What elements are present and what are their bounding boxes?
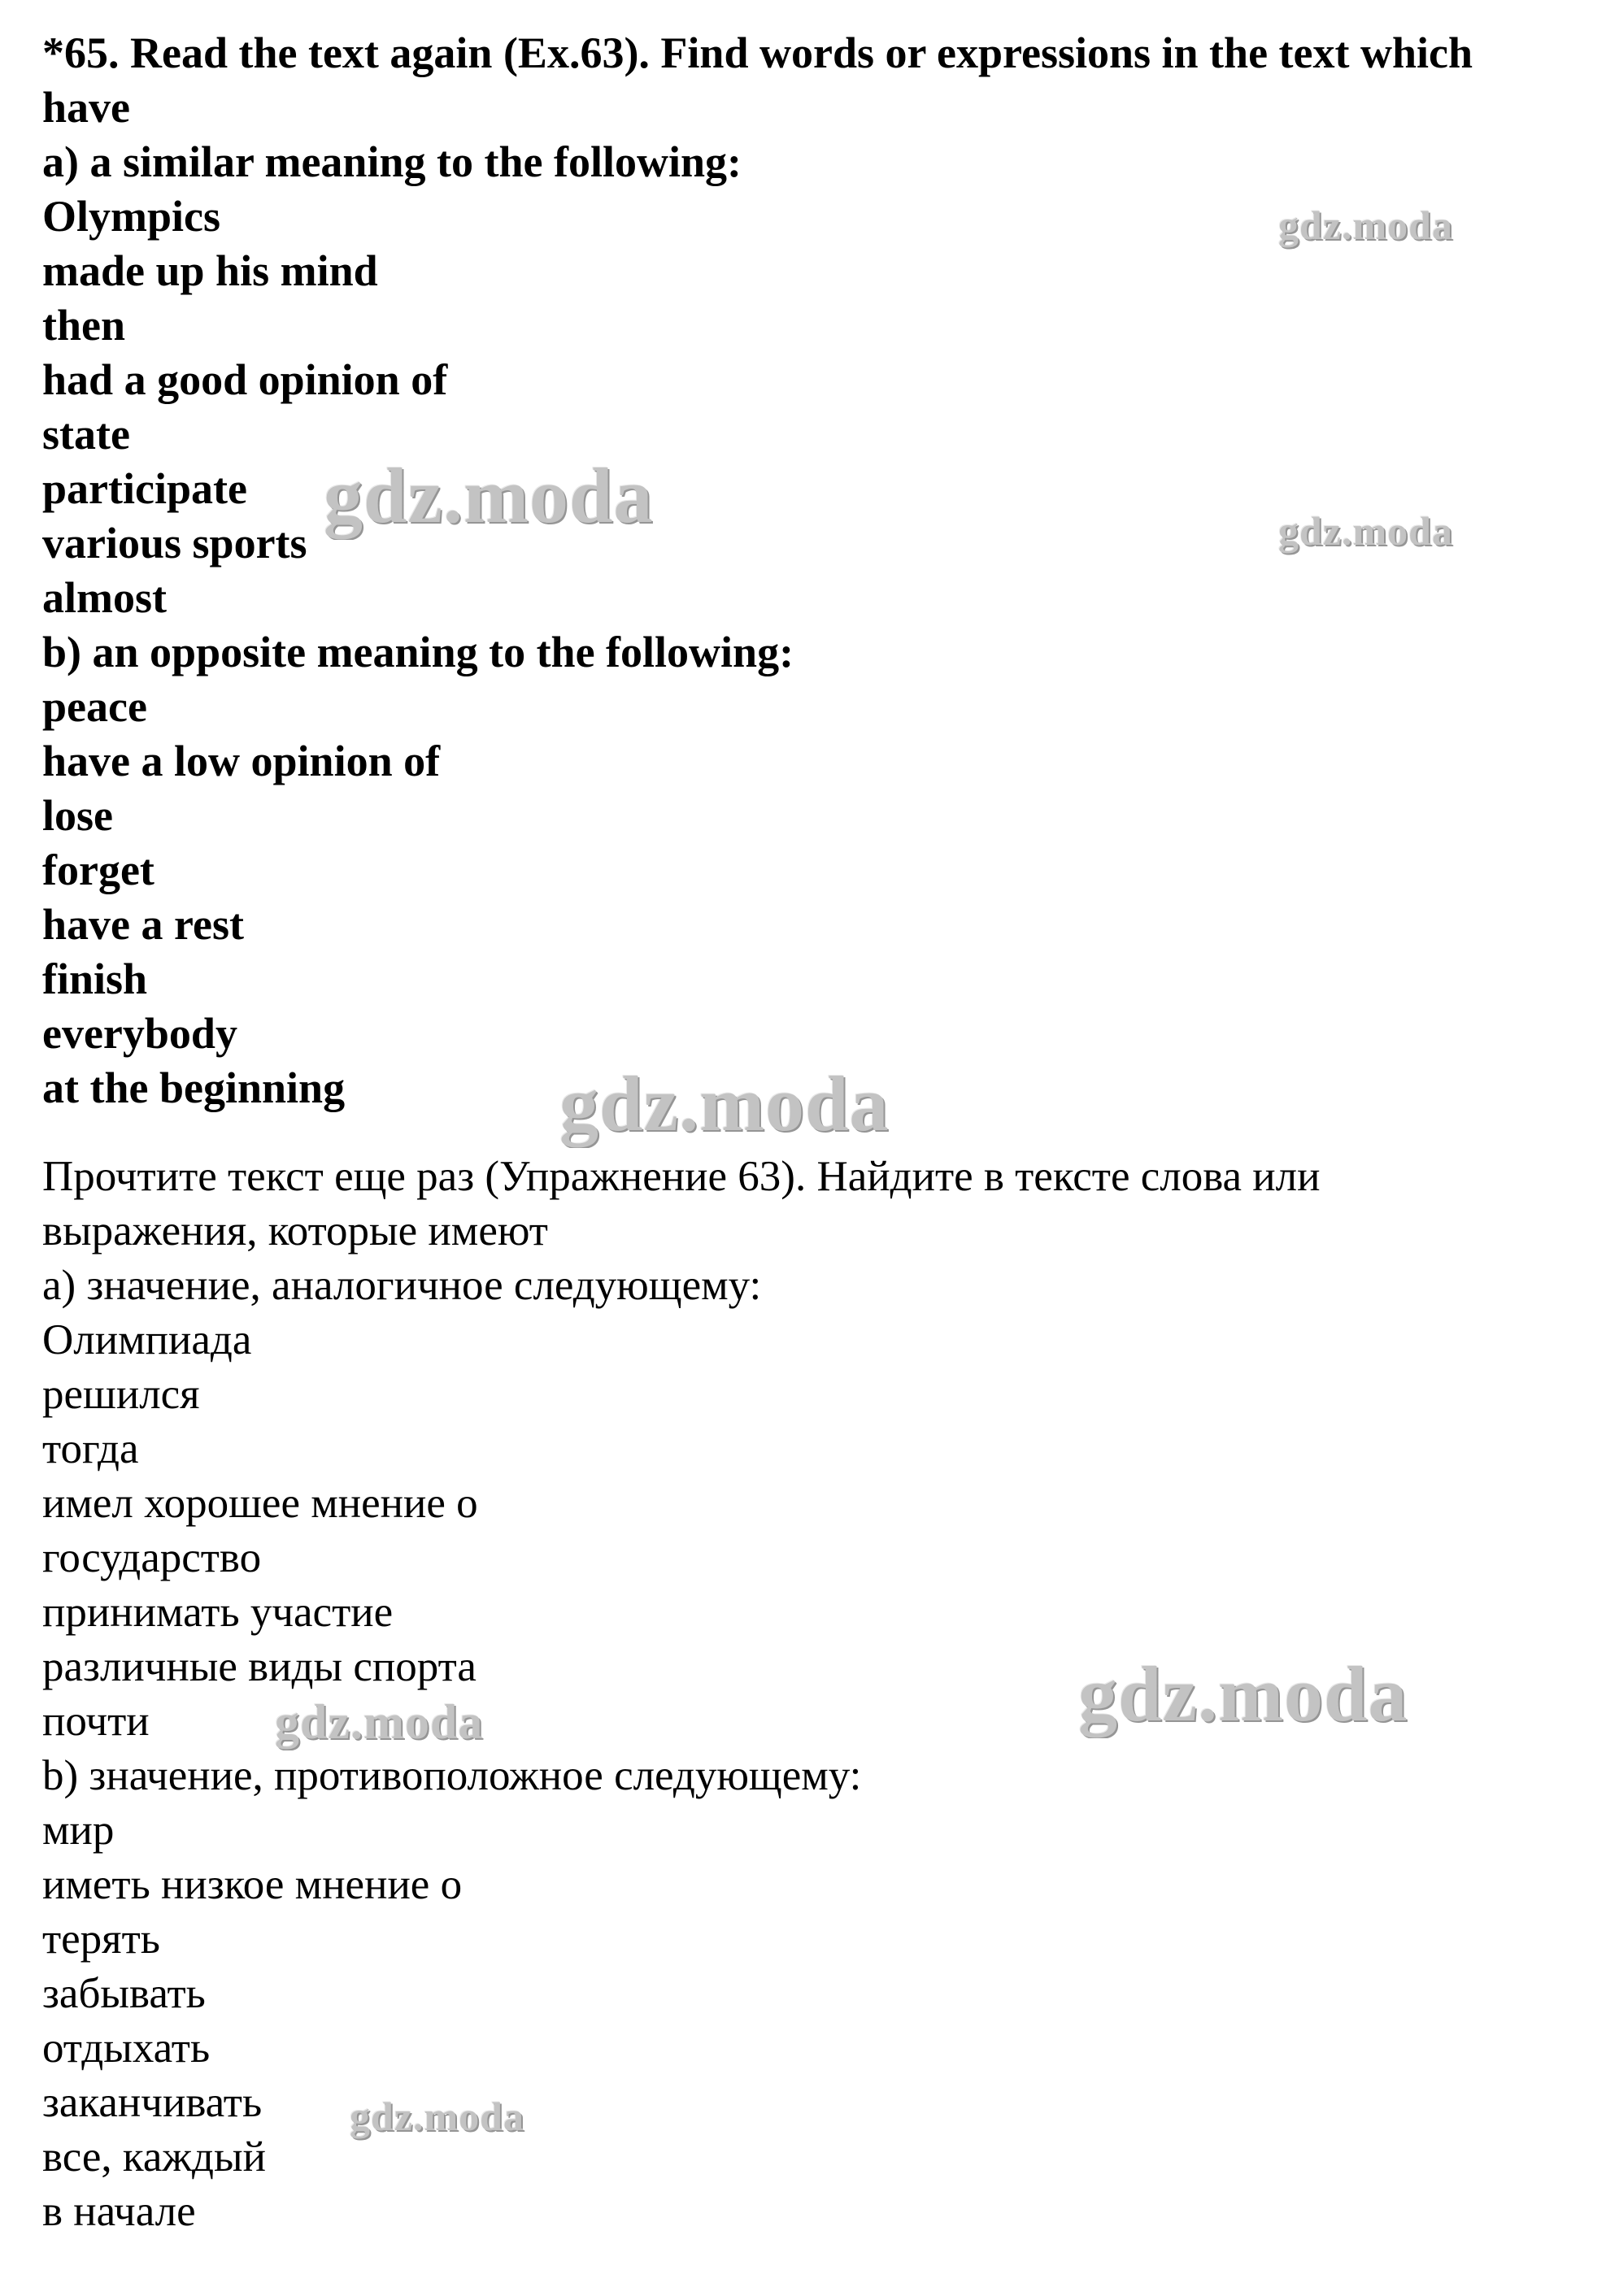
translation-word-item: в начале: [42, 2188, 196, 2235]
translation-word-item: решился: [42, 1371, 200, 1418]
watermark: gdz.moda: [324, 452, 654, 539]
word-item: lose: [42, 791, 113, 840]
translation-word-item: тогда: [42, 1425, 139, 1472]
watermark: gdz.moda: [1078, 1650, 1408, 1737]
word-item: participate: [42, 464, 247, 513]
word-item: had a good opinion of: [42, 355, 448, 404]
translation-word-item: принимать участие: [42, 1589, 394, 1636]
translation-word-item: различные виды спорта: [42, 1643, 477, 1690]
translation-word-item: отдыхать: [42, 2024, 211, 2072]
watermark: gdz.moda: [275, 1695, 484, 1749]
word-item: almost: [42, 573, 167, 622]
word-item: have a rest: [42, 900, 244, 949]
word-item: state: [42, 410, 130, 459]
translation-word-item: иметь низкое мнение о: [42, 1861, 463, 1908]
watermark: gdz.moda: [1278, 508, 1453, 554]
section-b-heading: b) an opposite meaning to the following:: [42, 628, 794, 676]
translation-word-item: забывать: [42, 1970, 206, 2017]
translation-word-item: все, каждый: [42, 2133, 266, 2181]
translation-heading: Прочтите текст еще раз (Упражнение 63). Найдите в тексте слова или: [42, 1153, 1321, 1200]
translation-word-item: почти: [42, 1698, 150, 1745]
word-item: Olympics: [42, 192, 221, 241]
translation-word-item: заканчивать: [42, 2079, 263, 2126]
exercise-heading-continued: have: [42, 83, 130, 132]
word-item: various sports: [42, 519, 307, 567]
word-item: then: [42, 301, 126, 350]
section-a-heading: a) a similar meaning to the following:: [42, 137, 742, 186]
translation-word-item: государство: [42, 1534, 262, 1581]
word-item: made up his mind: [42, 246, 378, 295]
watermark: gdz.moda: [1278, 202, 1453, 248]
word-item: everybody: [42, 1009, 237, 1058]
translation-word-item: Олимпиада: [42, 1316, 252, 1363]
watermark: gdz.moda: [350, 2094, 524, 2139]
word-item: finish: [42, 954, 148, 1003]
word-item: peace: [42, 682, 147, 731]
translation-word-item: терять: [42, 1916, 160, 1963]
exercise-heading: *65. Read the text again (Ex.63). Find words or expressions in the text which: [42, 28, 1473, 77]
word-item: forget: [42, 846, 155, 894]
translation-heading-continued: выражения, которые имеют: [42, 1207, 548, 1255]
watermark: gdz.moda: [559, 1060, 890, 1147]
translation-word-item: мир: [42, 1807, 115, 1854]
word-item: have a low opinion of: [42, 737, 441, 785]
word-item: at the beginning: [42, 1063, 346, 1112]
translation-section-b-heading: b) значение, противоположное следующему:: [42, 1752, 862, 1799]
translation-section-a-heading: a) значение, аналогичное следующему:: [42, 1262, 762, 1309]
translation-word-item: имел хорошее мнение о: [42, 1480, 478, 1527]
